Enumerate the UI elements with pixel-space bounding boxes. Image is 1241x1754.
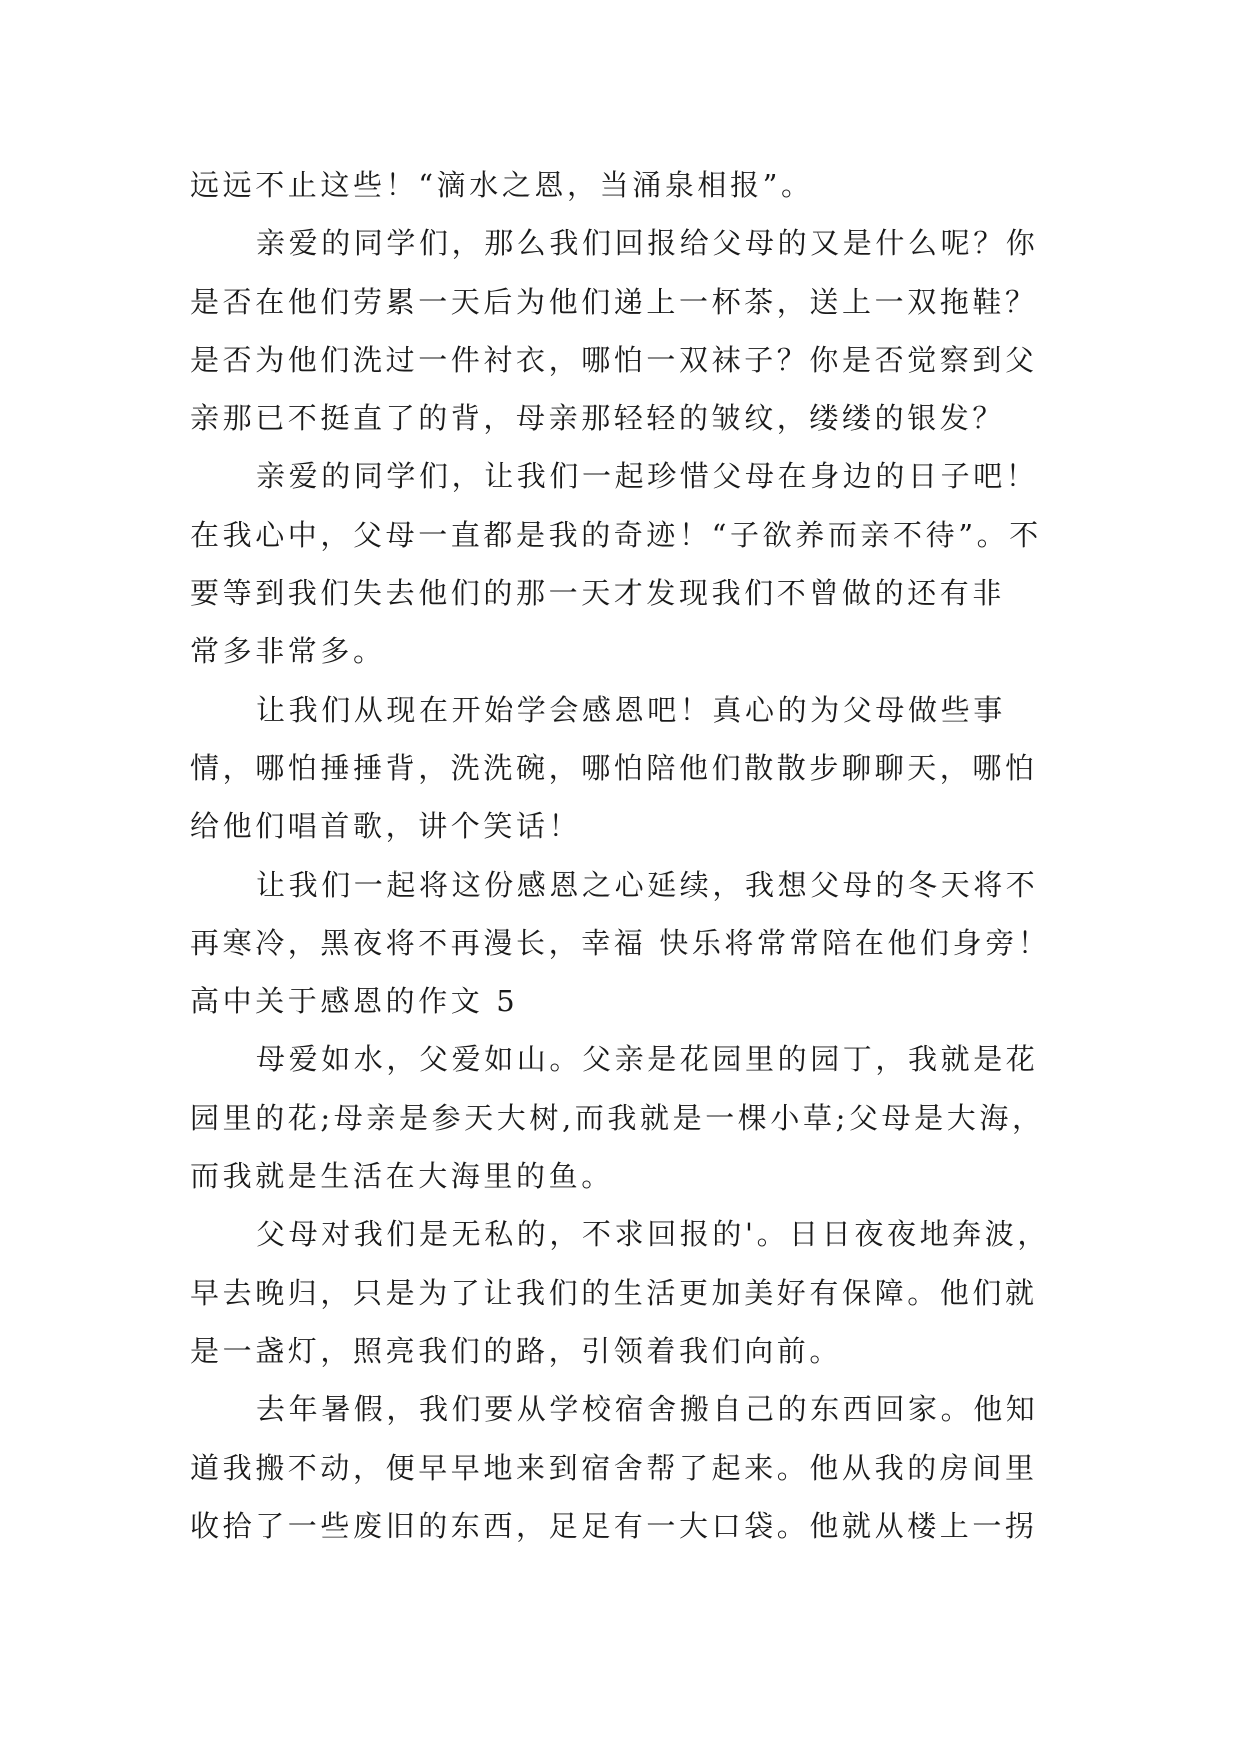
text-line: 去年暑假，我们要从学校宿舍搬自己的东西回家。他知 <box>256 1392 1039 1427</box>
text-line: 给他们唱首歌，讲个笑话！ <box>190 809 582 844</box>
text-line: 是否为他们洗过一件衬衣，哪怕一双袜子？你是否觉察到父 <box>190 342 1038 377</box>
text-line: 亲爱的同学们，让我们一起珍惜父母在身边的日子吧！ <box>256 459 1039 494</box>
text-line: 再寒冷，黑夜将不再漫长，幸福 快乐将常常陪在他们身旁！ <box>190 925 1051 960</box>
text-line: 早去晚归，只是为了让我们的生活更加美好有保障。他们就 <box>190 1275 1038 1310</box>
text-line: 让我们从现在开始学会感恩吧！真心的为父母做些事 <box>256 692 1006 727</box>
text-line: 远远不止这些！“滴水之恩，当涌泉相报”。 <box>190 168 814 202</box>
text-line: 在我心中，父母一直都是我的奇迹！“子欲养而亲不待”。不 <box>190 517 1042 552</box>
section-heading: 高中关于感恩的作文 5 <box>190 984 519 1019</box>
text-line: 亲爱的同学们，那么我们回报给父母的又是什么呢？你 <box>256 226 1039 261</box>
text-line: 常多非常多。 <box>190 634 386 669</box>
text-line: 收拾了一些废旧的东西，足足有一大口袋。他就从楼上一拐 <box>190 1508 1038 1543</box>
text-line: 让我们一起将这份感恩之心延续，我想父母的冬天将不 <box>256 867 1039 902</box>
text-line: 情，哪怕捶捶背，洗洗碗，哪怕陪他们散散步聊聊天，哪怕 <box>190 750 1038 785</box>
text-line: 父母对我们是无私的，不求回报的'。日日夜夜地奔波， <box>256 1217 1050 1252</box>
text-line: 亲那已不挺直了的背，母亲那轻轻的皱纹，缕缕的银发？ <box>190 401 1006 436</box>
text-line: 是一盏灯，照亮我们的路，引领着我们向前。 <box>190 1333 843 1368</box>
text-line: 是否在他们劳累一天后为他们递上一杯茶，送上一双拖鞋？ <box>190 284 1038 319</box>
text-line: 道我搬不动，便早早地来到宿舍帮了起来。他从我的房间里 <box>190 1450 1038 1485</box>
text-line: 而我就是生活在大海里的鱼。 <box>190 1159 614 1194</box>
text-line: 母爱如水，父爱如山。父亲是花园里的园丁，我就是花 <box>256 1042 1039 1077</box>
essay-text <box>190 156 1060 1555</box>
text-line: 要等到我们失去他们的那一天才发现我们不曾做的还有非 <box>190 576 1006 611</box>
text-line: 园里的花;母亲是参天大树,而我就是一棵小草;父母是大海， <box>190 1100 1045 1135</box>
